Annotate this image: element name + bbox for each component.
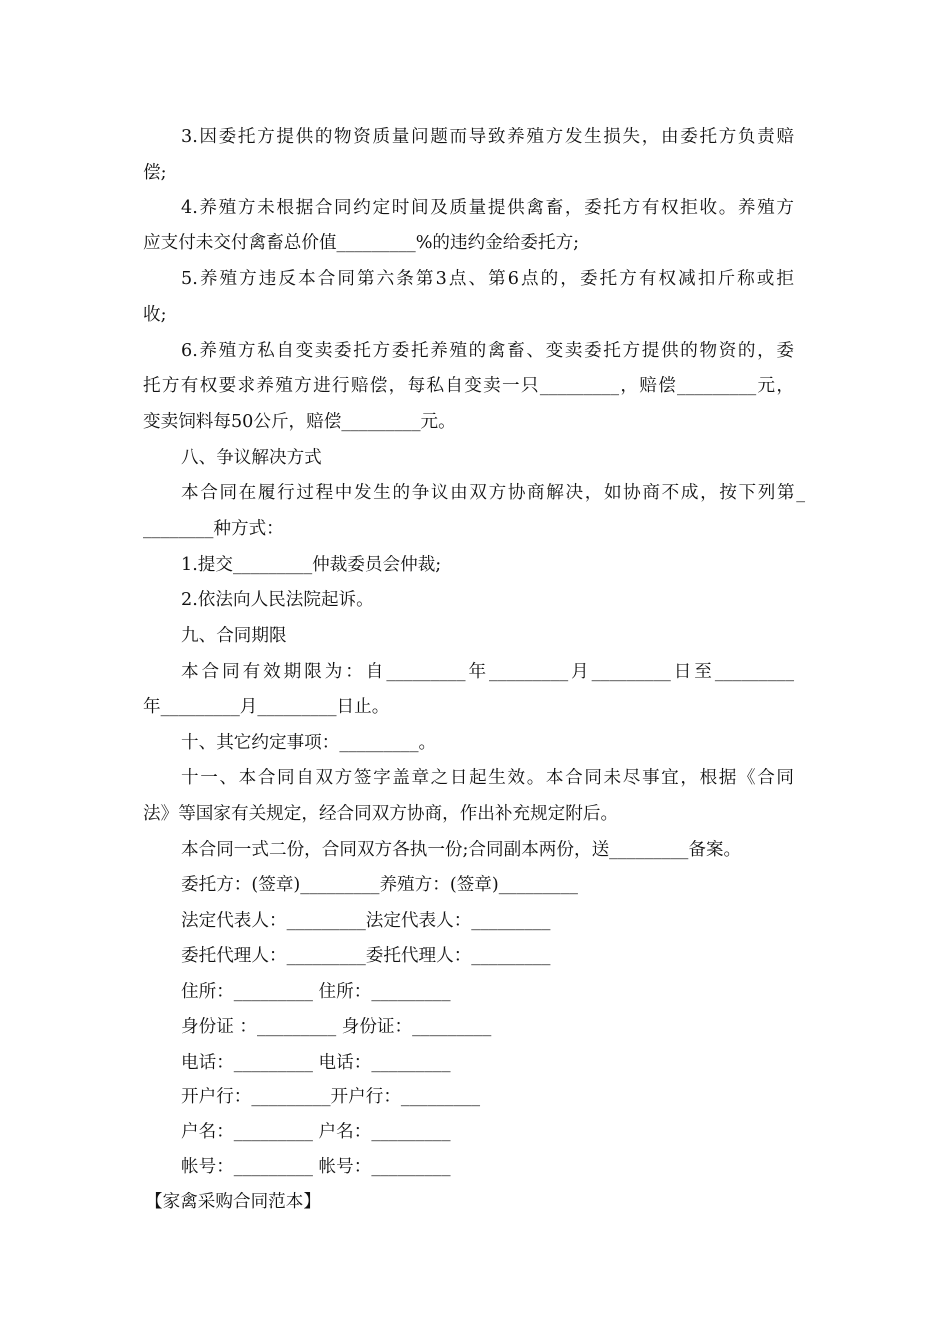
signature-account-name: 户名：_________ 户名：_________ [181,1122,451,1142]
copies-clause: 本合同一式二份，合同双方各执一份;合同副本两份，送_________备案。 [181,840,742,860]
clause-7-6-line-2: 托方有权要求养殖方进行赔偿，每私自变卖一只_________，赔偿_________元， [143,376,794,396]
signature-address: 住所：_________ 住所：_________ [181,982,451,1002]
section-8-option-2: 2.依法向人民法院起诉。 [181,590,374,610]
next-document-title: 【家禽采购合同范本】 [145,1192,321,1212]
signature-phone: 电话：_________ 电话：_________ [181,1053,451,1073]
clause-7-6-line-3: 变卖饲料每50公斤，赔偿_________元。 [143,412,456,432]
signature-id-card: 身份证 ：_________ 身份证：_________ [181,1017,492,1037]
clause-7-5-line-1: 5.养殖方违反本合同第六条第3点、第6点的，委托方有权减扣斤称或拒 [181,269,794,289]
signature-agent: 委托代理人：_________委托代理人：_________ [181,946,551,966]
section-8-option-1: 1.提交_________仲裁委员会仲裁; [181,555,442,575]
section-9-heading: 九、合同期限 [181,626,287,646]
signature-parties: 委托方：(签章)_________养殖方：(签章)_________ [181,875,578,895]
section-10-heading: 十、其它约定事项：_________。 [181,733,437,753]
clause-7-6-line-1: 6.养殖方私自变卖委托方委托养殖的禽畜、变卖委托方提供的物资的，委 [181,341,794,361]
clause-7-4-line-2: 应支付未交付禽畜总价值_________%的违约金给委托方; [143,233,580,253]
signature-bank: 开户行：_________开户行：_________ [181,1087,481,1107]
section-8-text-line-2: ________种方式： [143,519,284,539]
section-9-text-line-2: 年_________月_________日止。 [143,697,390,717]
clause-7-3-line-1: 3.因委托方提供的物资质量问题而导致养殖方发生损失，由委托方负责赔 [181,127,794,147]
section-9-text-line-1: 本合同有效期限为：自_________年_________月_________日至_________ [181,662,794,682]
signature-account-number: 帐号：_________ 帐号：_________ [181,1157,451,1177]
section-8-text-line-1: 本合同在履行过程中发生的争议由双方协商解决，如协商不成，按下列第_ [181,483,805,503]
section-11-line-2: 法》等国家有关规定，经合同双方协商，作出补充规定附后。 [143,804,619,824]
clause-7-5-line-2: 收; [143,305,167,325]
section-11-line-1: 十一、本合同自双方签字盖章之日起生效。本合同未尽事宜，根据《合同 [181,768,794,788]
clause-7-4-line-1: 4.养殖方未根据合同约定时间及质量提供禽畜，委托方有权拒收。养殖方 [181,198,794,218]
signature-legal-representative: 法定代表人：_________法定代表人：_________ [181,911,551,931]
clause-7-3-line-2: 偿; [143,163,167,183]
section-8-heading: 八、争议解决方式 [181,448,322,468]
